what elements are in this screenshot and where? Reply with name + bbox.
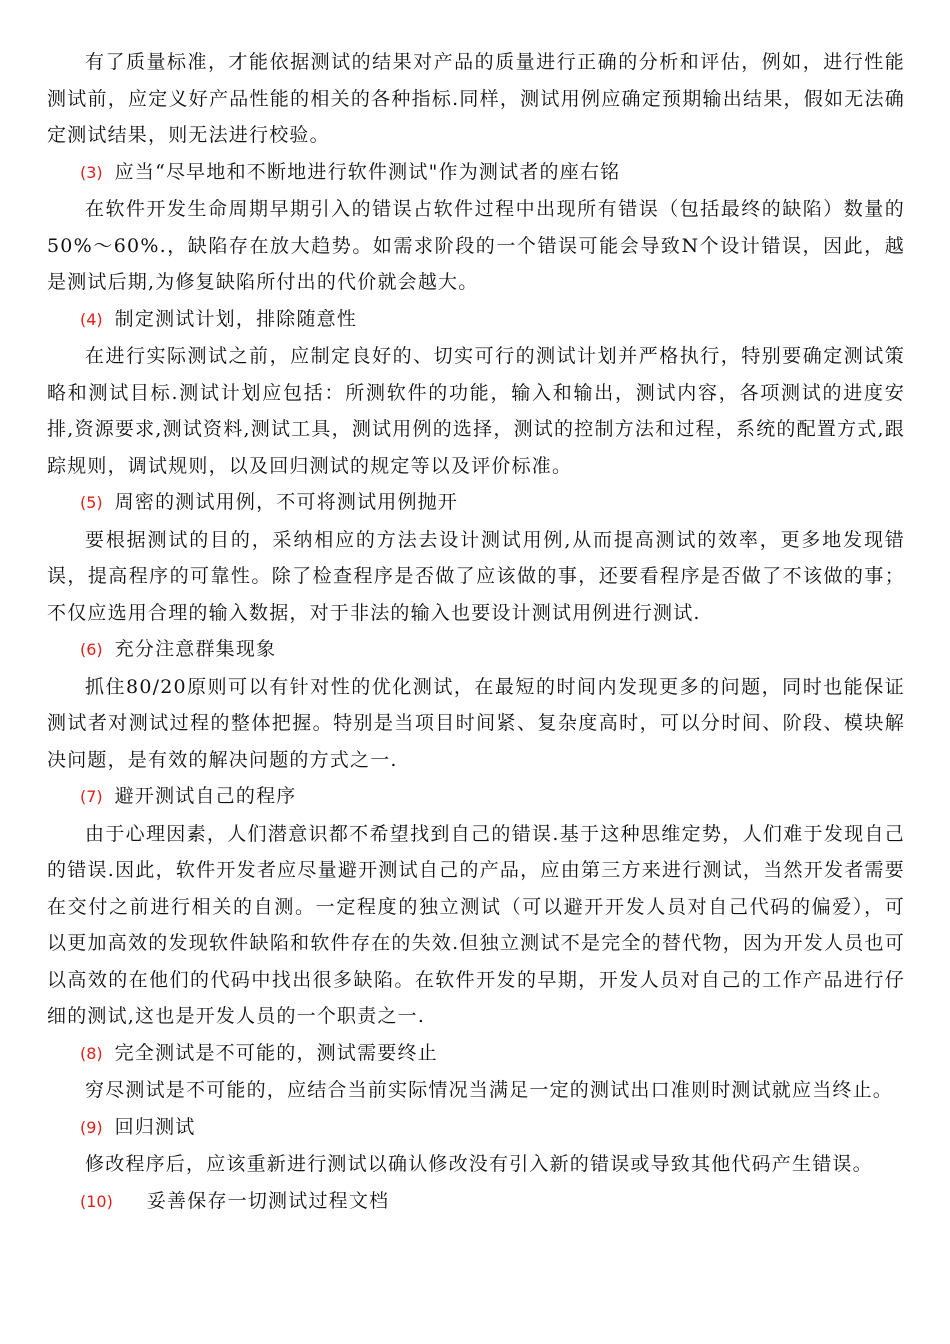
- paragraph-5: 要根据测试的目的，采纳相应的方法去设计测试用例,从而提高测试的效率，更多地发现错误，提高程序的可靠性。除了检查程序是否做了应该做的事，还要看程序是否做了不该做的事；不仅应选用合理的输入数据，对于非法的输入也要设计测试用例进行测试.: [47, 528, 905, 624]
- heading-5: [47, 484, 905, 522]
- heading-number: (7): [80, 787, 103, 806]
- heading-title: 制定测试计划，排除随意性: [114, 307, 358, 330]
- paragraph-4: 在进行实际测试之前，应制定良好的、切实可行的测试计划并严格执行，特别要确定测试策略和测试目标.测试计划应包括：所测软件的功能，输入和输出，测试内容，各项测试的进度安排,资源要求,测试资料,测试工具，测试用例的选择，测试的控制方法和过程，系统的配置方式,跟踪规则，调试规则，以及回归测试的规定等以及评价标准。: [47, 345, 905, 477]
- heading-title: 完全测试是不可能的，测试需要终止: [114, 1041, 438, 1064]
- heading-number: (9): [80, 1117, 103, 1137]
- heading-4: [47, 301, 905, 339]
- heading-number: (5): [80, 493, 103, 512]
- heading-9: [47, 1109, 905, 1147]
- paragraph-6: 抓住80/20原则可以有针对性的优化测试，在最短的时间内发现更多的问题，同时也能保证测试者对测试过程的整体把握。特别是当项目时间紧、复杂度高时，可以分时间、阶段、模块解决问题，是有效的解决问题的方式之一.: [47, 675, 905, 771]
- heading-number: (10): [80, 1191, 113, 1211]
- heading-title: 回归测试: [114, 1115, 196, 1138]
- heading-number: (4): [80, 309, 103, 329]
- paragraph-9: 修改程序后，应该重新进行测试以确认修改没有引入新的错误或导致其他代码产生错误。: [85, 1153, 873, 1175]
- heading-8: [47, 1035, 905, 1073]
- heading-title: 周密的测试用例，不可将测试用例抛开: [114, 491, 459, 513]
- heading-6: [47, 631, 905, 669]
- paragraph-7: 由于心理因素，人们潜意识都不希望找到自己的错误.基于这种思维定势，人们难于发现自己的错误.因此，软件开发者应尽量避开测试自己的产品，应由第三方来进行测试，当然开发者需要在交付之前进行相关的自测。一定程度的独立测试（可以避开开发人员对自己代码的偏爱），可以更加高效的发现软件缺陷和软件存在的失效.但独立测试不是完全的替代物，因为开发人员也可以高效的在他们的代码中找出很多缺陷。在软件开发的早期，开发人员对自己的工作产品进行仔细的测试,这也是开发人员的一个职责之一.: [47, 822, 905, 1027]
- heading-10: [47, 1183, 905, 1221]
- paragraph-8: 穷尽测试是不可能的，应结合当前实际情况当满足一定的测试出口准则时测试就应当终止。: [85, 1079, 894, 1101]
- heading-7: [47, 778, 905, 816]
- paragraph-3: 在软件开发生命周期早期引入的错误占软件过程中出现所有错误（包括最终的缺陷）数量的50%～60%.，缺陷存在放大趋势。如需求阶段的一个错误可能会导致N个设计错误，因此，越是测试后期,为修复缺陷所付出的代价就会越大。: [47, 198, 905, 293]
- heading-title: 应当“尽早地和不断地进行软件测试"作为测试者的座右铭: [114, 160, 621, 183]
- heading-number: (6): [80, 640, 103, 659]
- document-page: [47, 44, 905, 1220]
- paragraph-quality-standard: 有了质量标准，才能依据测试的结果对产品的质量进行正确的分析和评估，例如，进行性能测试前，应定义好产品性能的相关的各种指标.同样，测试用例应确定预期输出结果，假如无法确定测试结果，则无法进行校验。: [47, 51, 905, 146]
- heading-title: 妥善保存一切测试过程文档: [146, 1189, 390, 1212]
- heading-3: [47, 154, 905, 192]
- heading-title: 避开测试自己的程序: [114, 785, 297, 807]
- heading-title: 充分注意群集现象: [114, 638, 277, 660]
- heading-number: (8): [80, 1043, 103, 1063]
- heading-number: (3): [80, 162, 103, 182]
